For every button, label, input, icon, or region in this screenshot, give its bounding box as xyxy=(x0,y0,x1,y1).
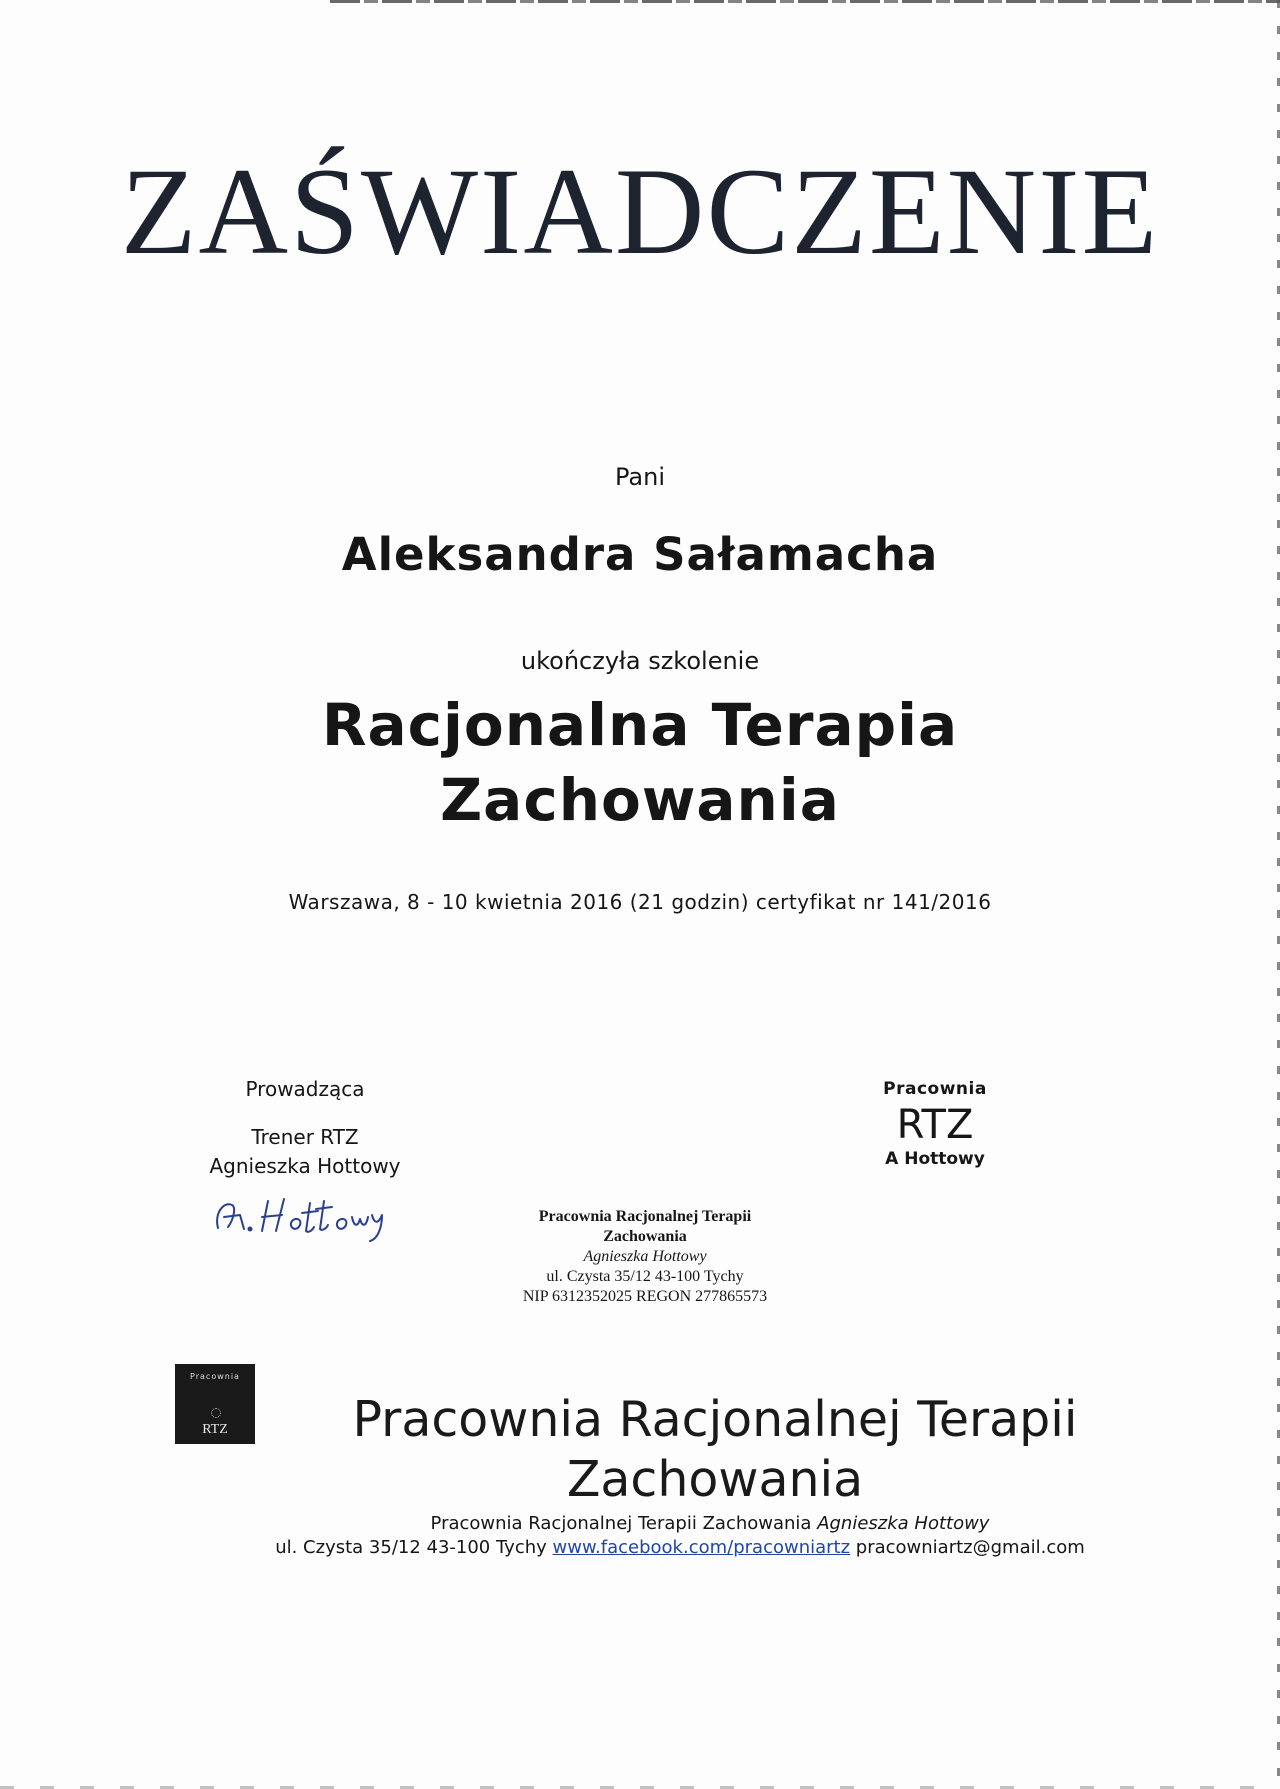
rtz-stamp xyxy=(855,1079,1015,1169)
salutation: Pani xyxy=(615,463,665,491)
course-name-line2: Zachowania xyxy=(440,766,840,834)
logo-top-text: Pracownia xyxy=(190,1372,240,1381)
recipient-name: Aleksandra Sałamacha xyxy=(341,528,939,581)
certificate-title: ZAŚWIADCZENIE xyxy=(120,143,1160,280)
scan-edge-top xyxy=(330,0,1280,3)
footer-org-line1: Pracownia Racjonalnej Terapii xyxy=(352,1391,1078,1448)
footer-contact xyxy=(0,1537,1280,1558)
company-seal xyxy=(490,1207,800,1307)
trainer-block xyxy=(190,1077,420,1181)
course-name-line1: Racjonalna Terapia xyxy=(321,691,959,759)
footer-email: pracowniartz@gmail.com xyxy=(855,1537,1085,1558)
trainer-role: Prowadząca xyxy=(245,1077,365,1101)
course-details: Warszawa, 8 - 10 kwietnia 2016 (21 godzin) certyfikat nr 141/2016 xyxy=(288,890,992,914)
seal-line5: NIP 6312352025 REGON 277865573 xyxy=(522,1288,768,1305)
seal-line1: Pracownia Racjonalnej Terapii xyxy=(538,1208,752,1225)
footer-info-prefix: Pracownia Racjonalnej Terapii Zachowania xyxy=(430,1513,812,1534)
footer-info-person: Agnieszka Hottowy xyxy=(817,1513,990,1534)
logo-bottom-text: RTZ xyxy=(202,1422,228,1437)
stamp-line3: A Hottowy xyxy=(885,1149,985,1169)
footer-org-line2: Zachowania xyxy=(566,1451,864,1508)
handwritten-signature xyxy=(210,1183,410,1243)
footer-address: ul. Czysta 35/12 43-100 Tychy xyxy=(275,1537,547,1558)
stamp-line2: RTZ xyxy=(896,1102,974,1148)
completed-text: ukończyła szkolenie xyxy=(520,647,760,675)
seal-line2: Zachowania xyxy=(603,1228,687,1245)
seal-line3: Agnieszka Hottowy xyxy=(583,1248,707,1265)
seal-line4: ul. Czysta 35/12 43-100 Tychy xyxy=(546,1268,744,1285)
footer-info xyxy=(0,1513,1280,1534)
trainer-title: Trener RTZ xyxy=(251,1125,359,1149)
facebook-link[interactable]: www.facebook.com/pracowniartz xyxy=(552,1537,851,1558)
footer-organization xyxy=(0,1390,1280,1510)
course-name xyxy=(0,688,1280,838)
stamp-line1: Pracownia xyxy=(883,1079,987,1099)
trainer-name: Agnieszka Hottowy xyxy=(209,1154,401,1178)
